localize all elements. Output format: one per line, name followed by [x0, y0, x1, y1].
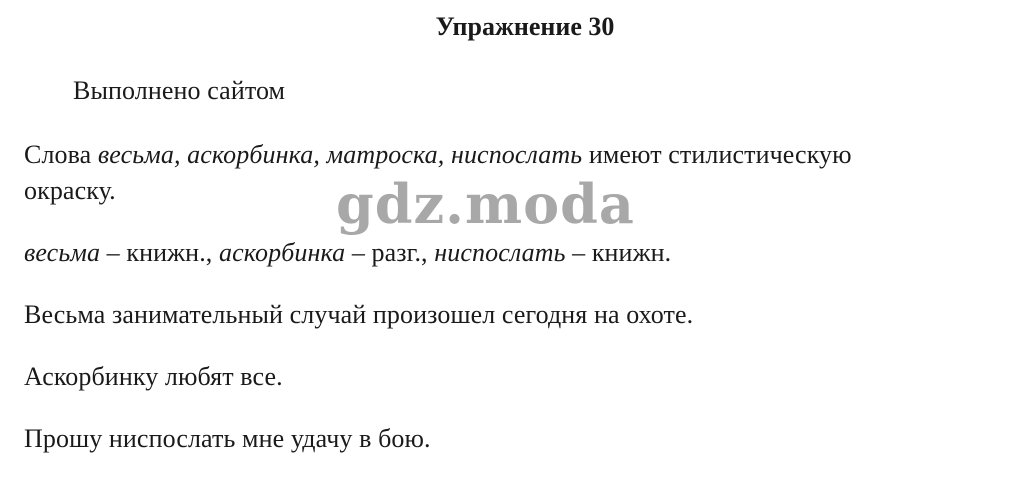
credit-line: Выполнено сайтом — [73, 76, 286, 105]
paragraph-tail-text: имеют стилистическую — [582, 140, 852, 169]
register-label-1: – книжн., — [100, 238, 220, 267]
register-label-3: – книжн. — [565, 238, 672, 267]
paragraph-stylistic-words-line1 — [24, 140, 852, 170]
exercise-title: Упражнение 30 — [435, 12, 615, 41]
word-askorbinka: аскорбинка — [219, 238, 346, 267]
register-label-2: – разг., — [345, 238, 435, 267]
example-sentence: Весьма занимательный случай произошел сегодня на охоте. — [24, 300, 694, 329]
word-vesma: весьма — [24, 238, 101, 267]
paragraph-stylistic-words-line2: окраску. — [24, 176, 116, 205]
italic-word-list: весьма, аскорбинка, матроска, ниспослать — [97, 140, 583, 169]
paragraph-lead-text: Слова — [24, 140, 98, 169]
example-sentence: Прошу ниспослать мне удачу в бою. — [24, 424, 431, 453]
example-sentence: Аскорбинку любят все. — [24, 362, 283, 391]
word-nisposlat: ниспослать — [434, 238, 566, 267]
word-register-line — [24, 238, 671, 268]
watermark-logo: gdz.moda — [336, 172, 635, 236]
